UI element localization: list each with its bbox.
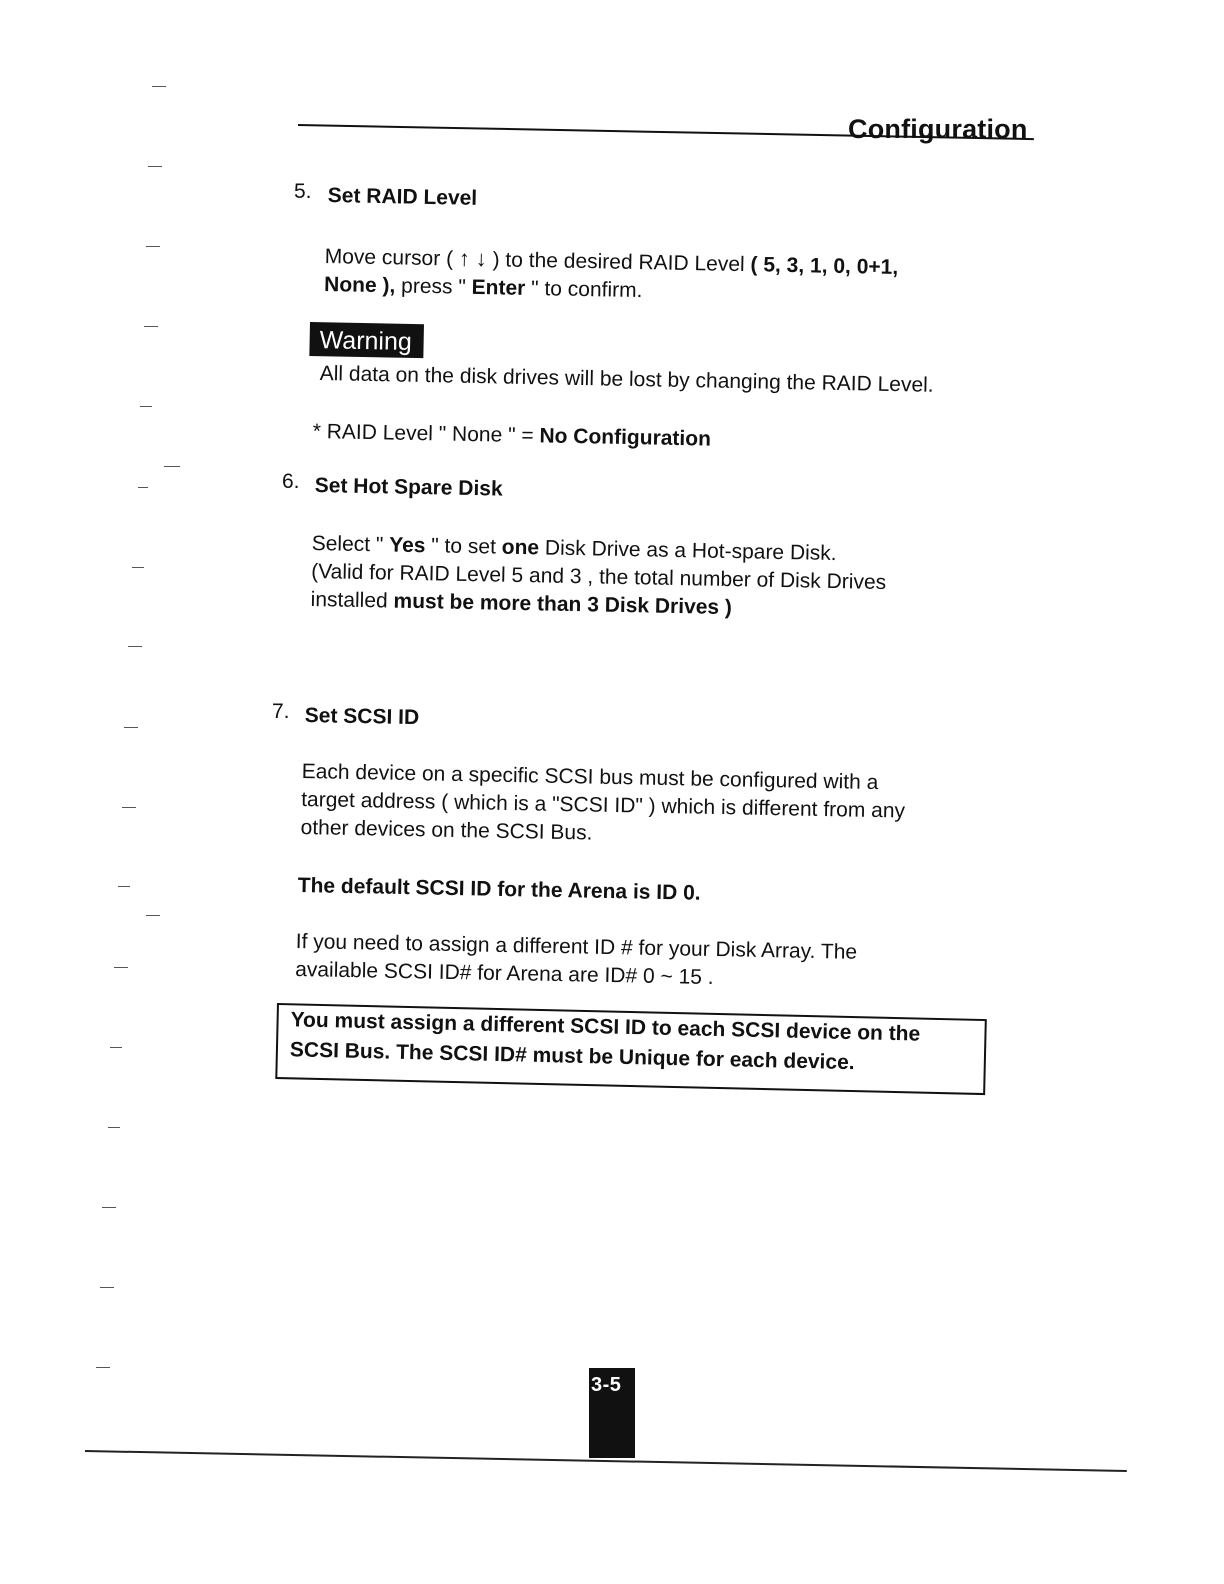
para-line: other devices on the SCSI Bus. <box>300 815 593 845</box>
step-5-title: Set RAID Level <box>327 184 478 210</box>
instr-text: ) to the desired RAID Level <box>492 248 745 277</box>
enter-key: Enter <box>471 275 526 300</box>
arrow-down-icon: ↓ <box>475 245 487 272</box>
warning-text: All data on the disk drives will be lost by changing the RAID Level. <box>319 361 934 397</box>
arrow-up-icon: ↑ <box>458 245 471 271</box>
para-line: available SCSI ID# for Arena are ID# 0 ~ 15 . <box>294 957 714 990</box>
warning-badge: Warning <box>309 322 424 358</box>
step-6-title: Set Hot Spare Disk <box>314 474 503 501</box>
notice-box <box>275 1003 987 1095</box>
page-number: 3-5 <box>591 1374 622 1396</box>
step-7-paragraph-1 <box>300 758 905 854</box>
instr-text: Disk Drive as a Hot-spare Disk. <box>538 536 837 566</box>
instr-text: press " <box>395 274 472 299</box>
instr-bold: must be more than 3 Disk Drives ) <box>393 589 733 620</box>
note-text: * RAID Level " None " = <box>312 419 540 448</box>
instr-text: " to set <box>425 534 502 559</box>
step-5-number: 5. <box>294 180 312 203</box>
notice-line: SCSI Bus. The SCSI ID# must be Unique for each device. <box>289 1038 855 1075</box>
default-scsi-id: The default SCSI ID for the Arena is ID 0. <box>297 873 701 905</box>
note-bold: No Configuration <box>539 424 712 451</box>
raid-none: None ), <box>323 272 396 298</box>
step-6-instructions <box>310 530 887 625</box>
raid-levels: ( 5, 3, 1, 0, 0+1, <box>750 253 899 280</box>
step-5-instructions <box>324 242 899 310</box>
instr-text: Select " <box>311 531 390 557</box>
instr-line: (Valid for RAID Level 5 and 3 , the total number of Disk Drives <box>310 559 887 595</box>
para-line: Each device on a specific SCSI bus must be configured with a <box>301 759 879 795</box>
step-7-title: Set SCSI ID <box>304 704 420 730</box>
step-7-paragraph-3 <box>295 928 857 995</box>
notice-line: You must assign a different SCSI ID to each SCSI device on the <box>290 1008 921 1046</box>
raid-none-note <box>312 418 711 454</box>
step-7-number: 7. <box>272 700 290 723</box>
instr-text: " to confirm. <box>525 276 643 303</box>
page-title: Configuration <box>848 114 1028 144</box>
instr-text: Move cursor ( <box>324 244 454 271</box>
yes-option: Yes <box>389 533 426 558</box>
one-word: one <box>501 535 540 560</box>
para-line: If you need to assign a different ID # for your Disk Array. The <box>295 929 858 964</box>
para-line: target address ( which is a "SCSI ID" ) which is different from any <box>300 787 906 823</box>
step-6-number: 6. <box>282 470 300 493</box>
instr-text: installed <box>310 587 394 613</box>
